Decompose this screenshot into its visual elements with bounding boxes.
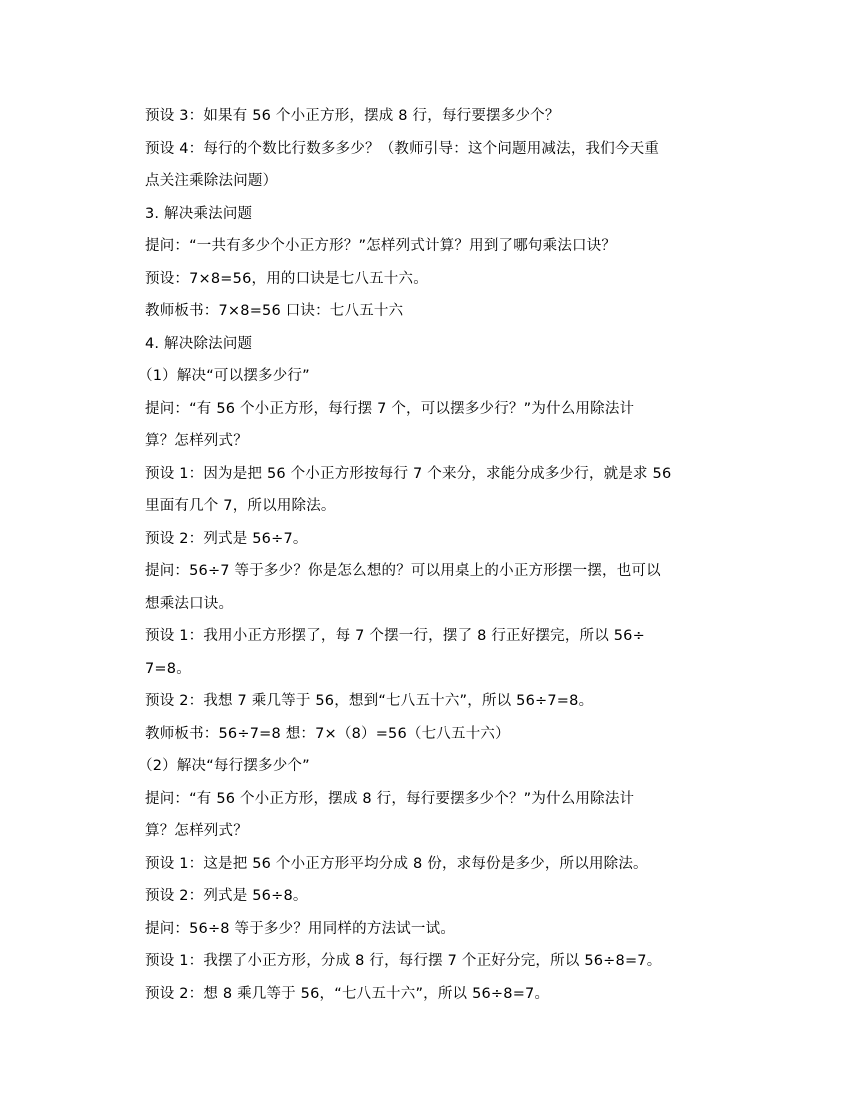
- paragraph-line: 里面有几个 7，所以用除法。: [145, 498, 336, 514]
- paragraph-line: 教师板书：56÷7=8 想：7×（8）=56（七八五十六）: [145, 725, 510, 742]
- paragraph-line: 预设 2：想 8 乘几等于 56，“七八五十六”，所以 56÷8=7。: [145, 985, 550, 1002]
- paragraph-line: 预设 1：我用小正方形摆了，每 7 个摆一行，摆了 8 行正好摆完，所以 56÷: [145, 628, 645, 644]
- paragraph-line: 预设 2：列式是 56÷7。: [145, 530, 308, 547]
- paragraph-line: 点关注乘除法问题）: [145, 173, 278, 189]
- paragraph-line: 预设 1：这是把 56 个小正方形平均分成 8 份，求每份是多少，所以用除法。: [145, 855, 648, 872]
- paragraph-line: 算？怎样列式？: [145, 433, 248, 449]
- paragraph-line: 提问：“一共有多少个小正方形？”怎样列式计算？用到了哪句乘法口诀？: [145, 238, 617, 254]
- paragraph-line: 预设 1：我摆了小正方形，分成 8 行，每行摆 7 个正好分完，所以 56÷8=7。: [145, 953, 662, 969]
- subsection-heading: （2）解决“每行摆多少个”: [138, 758, 310, 774]
- paragraph-line: 7=8。: [145, 660, 191, 677]
- section-heading: 4. 解决除法问题: [145, 335, 253, 352]
- paragraph-line: 提问：“有 56 个小正方形，每行摆 7 个，可以摆多少行？”为什么用除法计: [145, 400, 635, 417]
- paragraph-line: 提问：“有 56 个小正方形，摆成 8 行，每行要摆多少个？”为什么用除法计: [145, 790, 635, 807]
- paragraph-line: 提问：56÷7 等于多少？你是怎么想的？可以用桌上的小正方形摆一摆，也可以: [145, 563, 661, 579]
- document-body: [138, 100, 737, 1010]
- paragraph-line: 预设 1：因为是把 56 个小正方形按每行 7 个来分，求能分成多少行，就是求 56: [145, 465, 672, 482]
- paragraph-line: 预设 3：如果有 56 个小正方形，摆成 8 行，每行要摆多少个？: [145, 108, 560, 124]
- subsection-heading: （1）解决“可以摆多少行”: [138, 368, 310, 384]
- paragraph-line: 想乘法口诀。: [145, 595, 234, 612]
- paragraph-line: 算？怎样列式？: [145, 823, 248, 839]
- paragraph-line: 预设 2：我想 7 乘几等于 56，想到“七八五十六”，所以 56÷7=8。: [145, 693, 594, 709]
- paragraph-line: 教师板书：7×8=56 口诀：七八五十六: [145, 303, 404, 319]
- section-heading: 3. 解决乘法问题: [145, 205, 253, 222]
- paragraph-line: 预设 2：列式是 56÷8。: [145, 888, 308, 904]
- paragraph-line: 预设：7×8=56，用的口诀是七八五十六。: [145, 270, 428, 287]
- paragraph-line: 预设 4：每行的个数比行数多多少？（教师引导：这个问题用减法，我们今天重: [145, 140, 660, 157]
- paragraph-line: 提问：56÷8 等于多少？用同样的方法试一试。: [145, 920, 456, 937]
